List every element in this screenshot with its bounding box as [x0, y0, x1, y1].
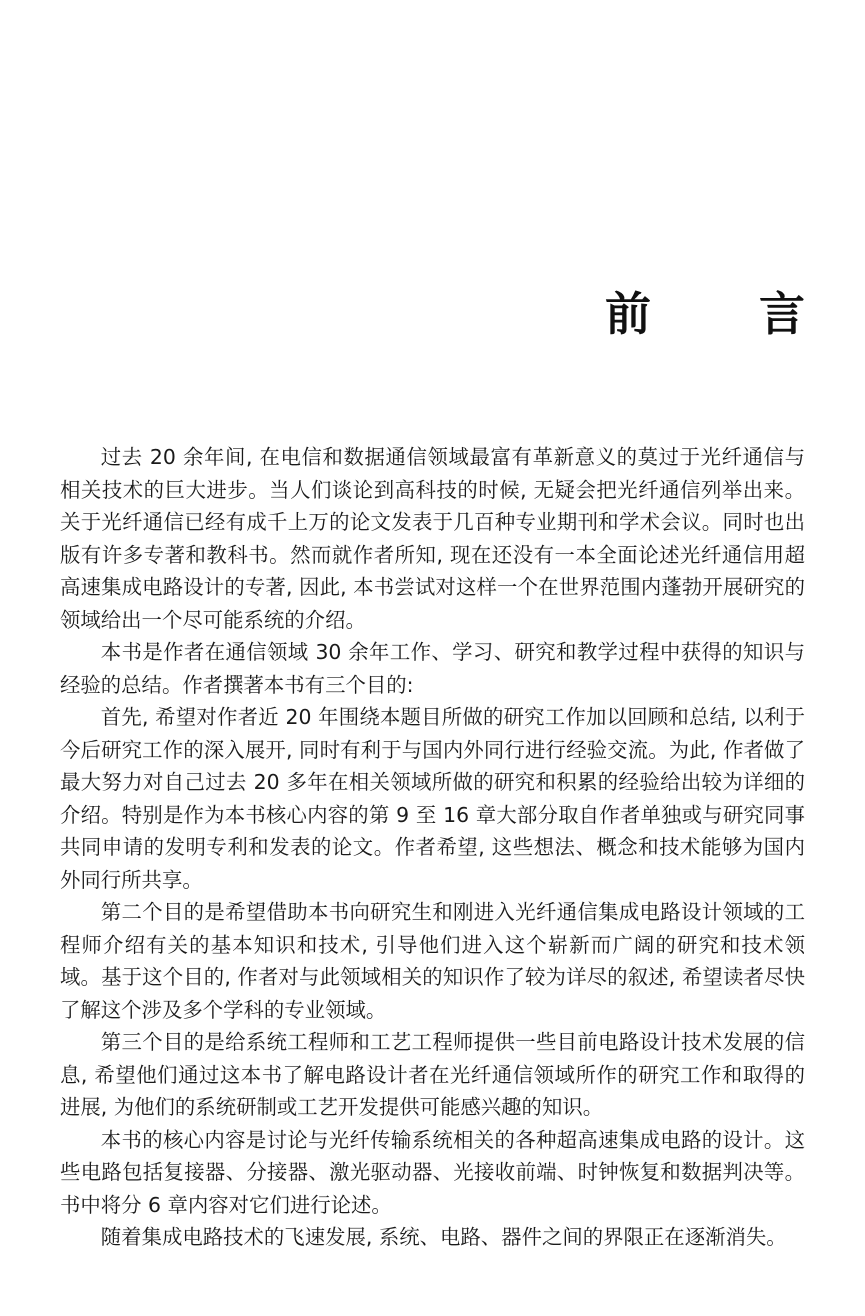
paragraph-6: 本书的核心内容是讨论与光纤传输系统相关的各种超高速集成电路的设计。这些电路包括复接器、分接器、激光驱动器、光接收前端、时钟恢复和数据判决等。书中将分 6 章内容对它们进行论述。	[60, 1127, 805, 1217]
paragraph-1: 过去 20 余年间, 在电信和数据通信领域最富有革新意义的莫过于光纤通信与相关技术的巨大进步。当人们谈论到高科技的时候, 无疑会把光纤通信列举出来。关于光纤通信已经有成千上万的论文发表于几百种专业期刊和学术会议。同时也出版有许多专著和教科书。然而就作者所知, 现在还没有一本全面论述光纤通信用超高速集成电路设计的专著, 因此, 本书尝试对这样一个在世界范围内蓬勃开展研究的领域给出一个尽可能系统的介绍。	[60, 445, 805, 632]
page-title	[605, 286, 805, 342]
paragraph-5: 第三个目的是给系统工程师和工艺工程师提供一些目前电路设计技术发展的信息, 希望他们通过这本书了解电路设计者在光纤通信领域所作的研究工作和取得的进展, 为他们的系统研制或工艺开发提供可能感兴趣的知识。	[60, 1030, 805, 1119]
paragraph-7: 随着集成电路技术的飞速发展, 系统、电路、器件之间的界限正在逐渐消失。	[100, 1225, 787, 1249]
page-title-char-1: 前	[605, 287, 651, 341]
page-title-char-2: 言	[759, 287, 805, 341]
paragraph-2: 本书是作者在通信领域 30 余年工作、学习、研究和教学过程中获得的知识与经验的总结。作者撰著本书有三个目的:	[60, 640, 805, 697]
body-text	[60, 441, 805, 1254]
paragraph-3: 首先, 希望对作者近 20 年围绕本题目所做的研究工作加以回顾和总结, 以利于今后研究工作的深入展开, 同时有利于与国内外同行进行经验交流。为此, 作者做了最大努力对自己过去 20 多年在相关领域所做的研究和积累的经验给出较为详细的介绍。特别是作为本书核心内容的第 9 至 16 章大部分取自作者单独或与研究同事共同申请的发明专利和发表的论文。作者希望, 这些想法、概念和技术能够为国内外同行所共享。	[60, 705, 805, 892]
paragraph-4: 第二个目的是希望借助本书向研究生和刚进入光纤通信集成电路设计领域的工程师介绍有关的基本知识和技术, 引导他们进入这个崭新而广阔的研究和技术领域。基于这个目的, 作者对与此领域相关的知识作了较为详尽的叙述, 希望读者尽快了解这个涉及多个学科的专业领域。	[60, 900, 805, 1022]
